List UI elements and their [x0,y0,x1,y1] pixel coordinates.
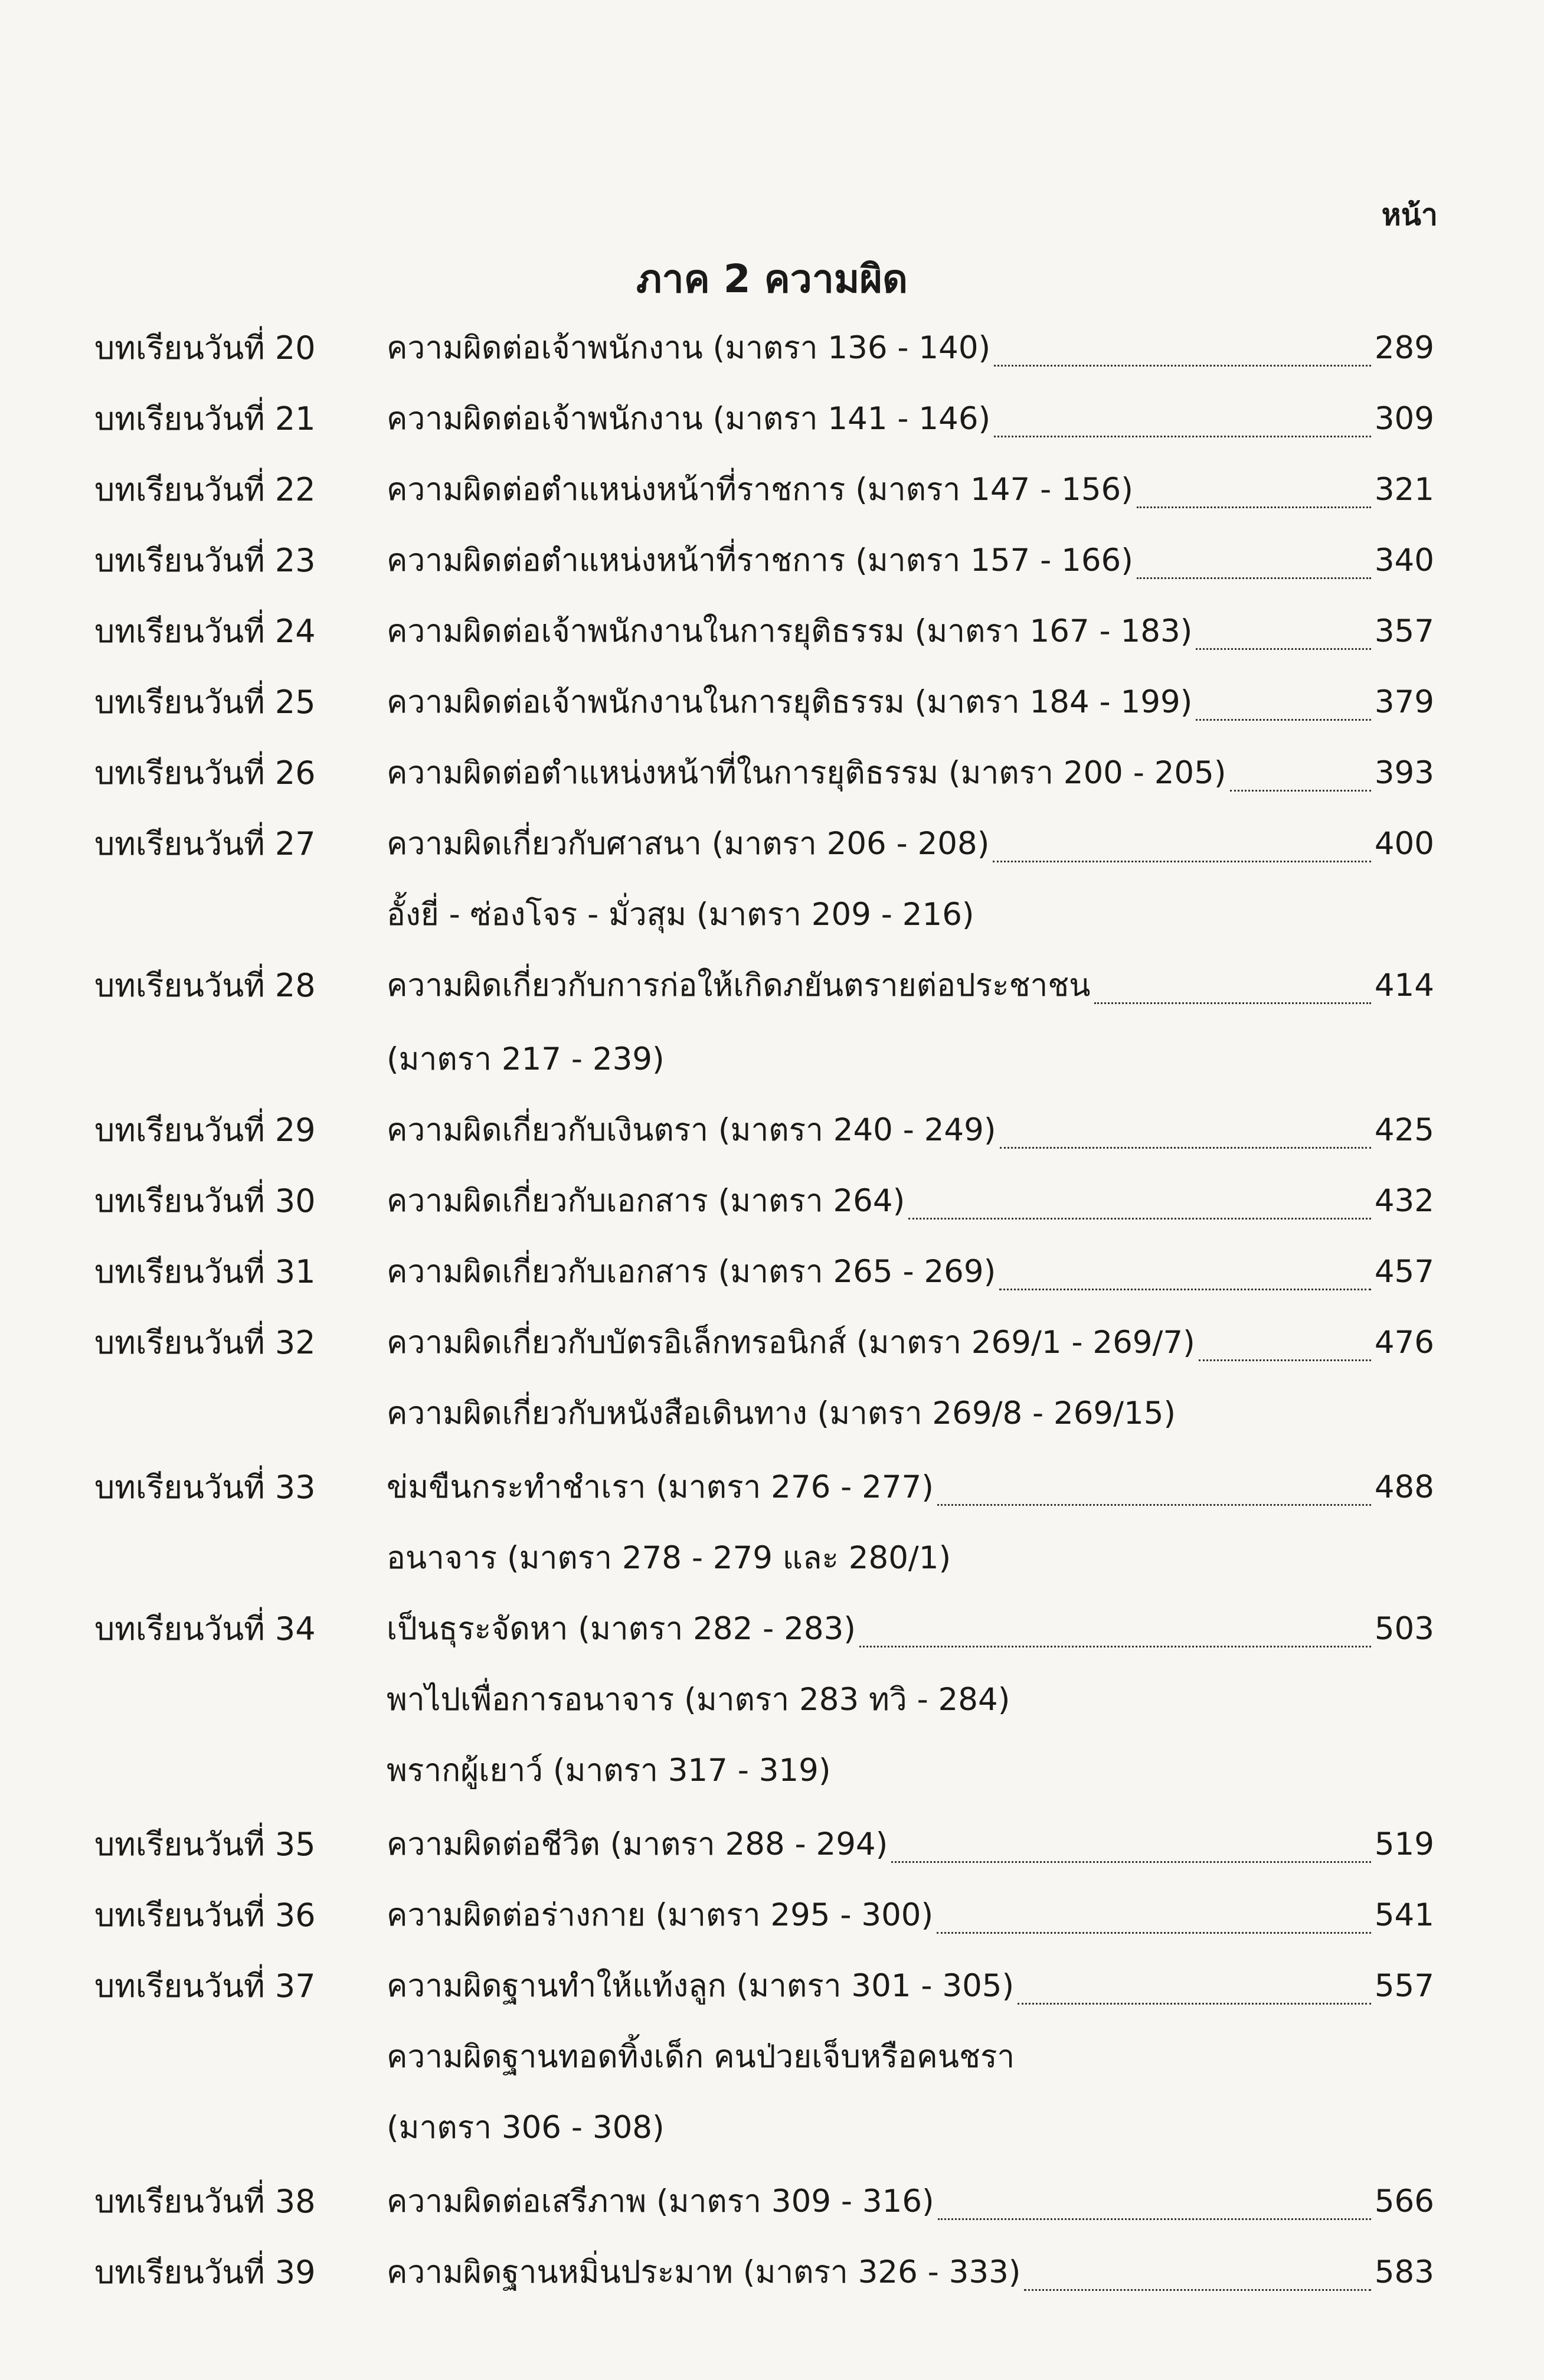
dot-leader [1196,648,1370,650]
dot-leader [1018,2003,1371,2005]
dot-leader [1094,1002,1371,1004]
toc-entry [387,1535,1434,1582]
toc-row [0,395,1544,443]
entry-title: พรากผู้เยาว์ (มาตรา 317 - 319) [387,1753,831,1789]
toc-entry [387,1606,1434,1653]
entry-title: ความผิดฐานทำให้แท้งลูก (มาตรา 301 - 305) [387,1968,1015,2004]
toc-row [0,1107,1544,1154]
lesson-label: บทเรียนวันที่ 26 [94,754,316,792]
entry-title: ความผิดเกี่ยวกับการก่อให้เกิดภยันตรายต่อประชาชน [387,967,1091,1003]
toc-entry [387,2104,1434,2152]
entry-title: ความผิดเกี่ยวกับศาสนา (มาตรา 206 - 208) [387,826,990,862]
entry-title: ความผิดต่อเจ้าพนักงาน (มาตรา 136 - 140) [387,330,991,366]
toc-row [0,1319,1544,1366]
toc-entry [387,1178,1434,1225]
entry-title: (มาตรา 306 - 308) [387,2110,665,2146]
toc-entry [387,2034,1434,2081]
dot-leader [1199,1359,1371,1361]
dot-leader [999,1289,1371,1290]
toc-row [0,1676,1544,1724]
toc-entry [387,1747,1434,1794]
lesson-label: บทเรียนวันที่ 25 [94,684,316,721]
toc-row [0,820,1544,868]
toc-entry [387,820,1434,868]
page-number: 414 [1374,967,1434,1003]
dot-leader [891,1861,1371,1863]
toc-entry [387,1676,1434,1724]
page-number: 340 [1374,542,1434,578]
lesson-label: บทเรียนวันที่ 28 [94,967,316,1004]
dot-leader [1137,577,1371,579]
toc-entry [387,325,1434,372]
toc-row [0,325,1544,372]
page-number: 503 [1374,1611,1434,1647]
lesson-label: บทเรียนวันที่ 20 [94,329,316,367]
lesson-label: บทเรียนวันที่ 30 [94,1182,316,1220]
toc-row [0,2104,1544,2152]
toc-row [0,1963,1544,2010]
dot-leader [1000,1147,1371,1149]
entry-title: ความผิดเกี่ยวกับเงินตรา (มาตรา 240 - 249) [387,1112,996,1148]
page-number: 393 [1374,755,1434,791]
toc-entry [387,1892,1434,1939]
entry-title: ความผิดเกี่ยวกับเอกสาร (มาตรา 265 - 269) [387,1254,996,1290]
entry-title: ความผิดฐานหมิ่นประมาท (มาตรา 326 - 333) [387,2254,1021,2290]
entry-title: ข่มขืนกระทำชำเรา (มาตรา 276 - 277) [387,1469,934,1505]
page-number: 357 [1374,613,1434,649]
toc-row [0,1464,1544,1511]
toc-row [0,1178,1544,1225]
lesson-label: บทเรียนวันที่ 27 [94,825,316,862]
toc-entry [387,2249,1434,2296]
lesson-label: บทเรียนวันที่ 29 [94,1111,316,1149]
entry-title: พาไปเพื่อการอนาจาร (มาตรา 283 ทวิ - 284) [387,1682,1010,1718]
toc-entry [387,962,1434,1009]
dot-leader [1137,506,1371,508]
toc-entry [387,2178,1434,2225]
page-number: 519 [1374,1826,1434,1862]
entry-title: ความผิดเกี่ยวกับหนังสือเดินทาง (มาตรา 269/8 - 269/15) [387,1395,1176,1431]
entry-title: ความผิดเกี่ยวกับเอกสาร (มาตรา 264) [387,1183,905,1219]
toc-row [0,2249,1544,2296]
entry-title: อนาจาร (มาตรา 278 - 279 และ 280/1) [387,1540,951,1576]
dot-leader [1024,2289,1370,2291]
toc-entry [387,1036,1434,1083]
entry-title: ความผิดฐานทอดทิ้งเด็ก คนป่วยเจ็บหรือคนชรา [387,2039,1015,2075]
entry-title: ความผิดต่อร่างกาย (มาตรา 295 - 300) [387,1897,934,1933]
toc-entry [387,1390,1434,1437]
page-number: 541 [1374,1897,1434,1933]
lesson-label: บทเรียนวันที่ 38 [94,2183,316,2220]
lesson-label: บทเรียนวันที่ 39 [94,2254,316,2291]
dot-leader [1196,719,1370,721]
entry-title: ความผิดต่อตำแหน่งหน้าที่ในการยุติธรรม (มาตรา 200 - 205) [387,755,1226,791]
entry-title: ความผิดต่อตำแหน่งหน้าที่ราชการ (มาตรา 157 - 166) [387,542,1133,578]
entry-title: ความผิดเกี่ยวกับบัตรอิเล็กทรอนิกส์ (มาตรา 269/1 - 269/7) [387,1325,1195,1361]
page-number: 321 [1374,472,1434,508]
entry-title: ความผิดต่อชีวิต (มาตรา 288 - 294) [387,1826,888,1862]
lesson-label: บทเรียนวันที่ 32 [94,1324,316,1361]
dot-leader [908,1218,1371,1220]
page-number: 425 [1374,1112,1434,1148]
lesson-label: บทเรียนวันที่ 22 [94,471,316,508]
lesson-label: บทเรียนวันที่ 23 [94,542,316,579]
toc-row [0,1606,1544,1653]
part-title: ภาค 2 ความผิด [636,256,908,302]
toc-row [0,2034,1544,2081]
entry-title: ความผิดต่อเจ้าพนักงานในการยุติธรรม (มาตรา 184 - 199) [387,684,1193,720]
toc-row [0,2178,1544,2225]
toc-entry [387,1963,1434,2010]
toc-entry [387,1319,1434,1366]
dot-leader [994,365,1371,367]
toc-entry [387,395,1434,443]
toc-entry [387,750,1434,797]
lesson-label: บทเรียนวันที่ 24 [94,613,316,650]
page-number: 400 [1374,826,1434,862]
lesson-label: บทเรียนวันที่ 34 [94,1610,316,1647]
toc-entry [387,1248,1434,1296]
toc-row [0,608,1544,655]
page-number: 309 [1374,401,1434,437]
toc-entry [387,608,1434,655]
toc-entry [387,679,1434,726]
toc-row [0,1747,1544,1794]
page-number: 566 [1374,2183,1434,2219]
toc-entry [387,1107,1434,1154]
toc-row [0,679,1544,726]
dot-leader [937,1932,1371,1934]
lesson-label: บทเรียนวันที่ 37 [94,1967,316,2005]
toc-row [0,1892,1544,1939]
page-number: 432 [1374,1183,1434,1219]
toc-row [0,537,1544,584]
toc-row [0,891,1544,939]
dot-leader [937,1504,1371,1506]
toc-row [0,1821,1544,1868]
lesson-label: บทเรียนวันที่ 35 [94,1826,316,1863]
entry-title: ความผิดต่อตำแหน่งหน้าที่ราชการ (มาตรา 147 - 156) [387,472,1133,508]
dot-leader [859,1646,1371,1647]
page-number: 476 [1374,1325,1434,1361]
page-number: 457 [1374,1254,1434,1290]
toc-row [0,1248,1544,1296]
page-number: 379 [1374,684,1434,720]
entry-title: ความผิดต่อเจ้าพนักงาน (มาตรา 141 - 146) [387,401,991,437]
toc-row [0,1036,1544,1083]
dot-leader [938,2218,1371,2220]
entry-title: ความผิดต่อเจ้าพนักงานในการยุติธรรม (มาตรา 167 - 183) [387,613,1193,649]
toc-row [0,1390,1544,1437]
entry-title: อั้งยี่ - ซ่องโจร - มั่วสุม (มาตรา 209 - 216) [387,897,974,933]
toc-row [0,962,1544,1009]
lesson-label: บทเรียนวันที่ 36 [94,1897,316,1934]
toc-entry [387,1821,1434,1868]
toc-entry [387,891,1434,939]
page-number: 488 [1374,1469,1434,1505]
entry-title: ความผิดต่อเสรีภาพ (มาตรา 309 - 316) [387,2183,934,2219]
page-number: 557 [1374,1968,1434,2004]
lesson-label: บทเรียนวันที่ 21 [94,400,316,437]
toc-row [0,1535,1544,1582]
toc-row [0,750,1544,797]
lesson-label: บทเรียนวันที่ 31 [94,1253,316,1290]
page-column-label: หน้า [1381,198,1438,232]
toc-entry [387,466,1434,514]
dot-leader [993,861,1370,862]
toc-entry [387,537,1434,584]
entry-title: เป็นธุระจัดหา (มาตรา 282 - 283) [387,1611,856,1647]
page-number: 289 [1374,330,1434,366]
dot-leader [1230,790,1371,792]
toc-entry [387,1464,1434,1511]
entry-title: (มาตรา 217 - 239) [387,1041,665,1077]
page-number: 583 [1374,2254,1434,2290]
dot-leader [994,436,1371,437]
lesson-label: บทเรียนวันที่ 33 [94,1469,316,1506]
toc-row [0,466,1544,514]
